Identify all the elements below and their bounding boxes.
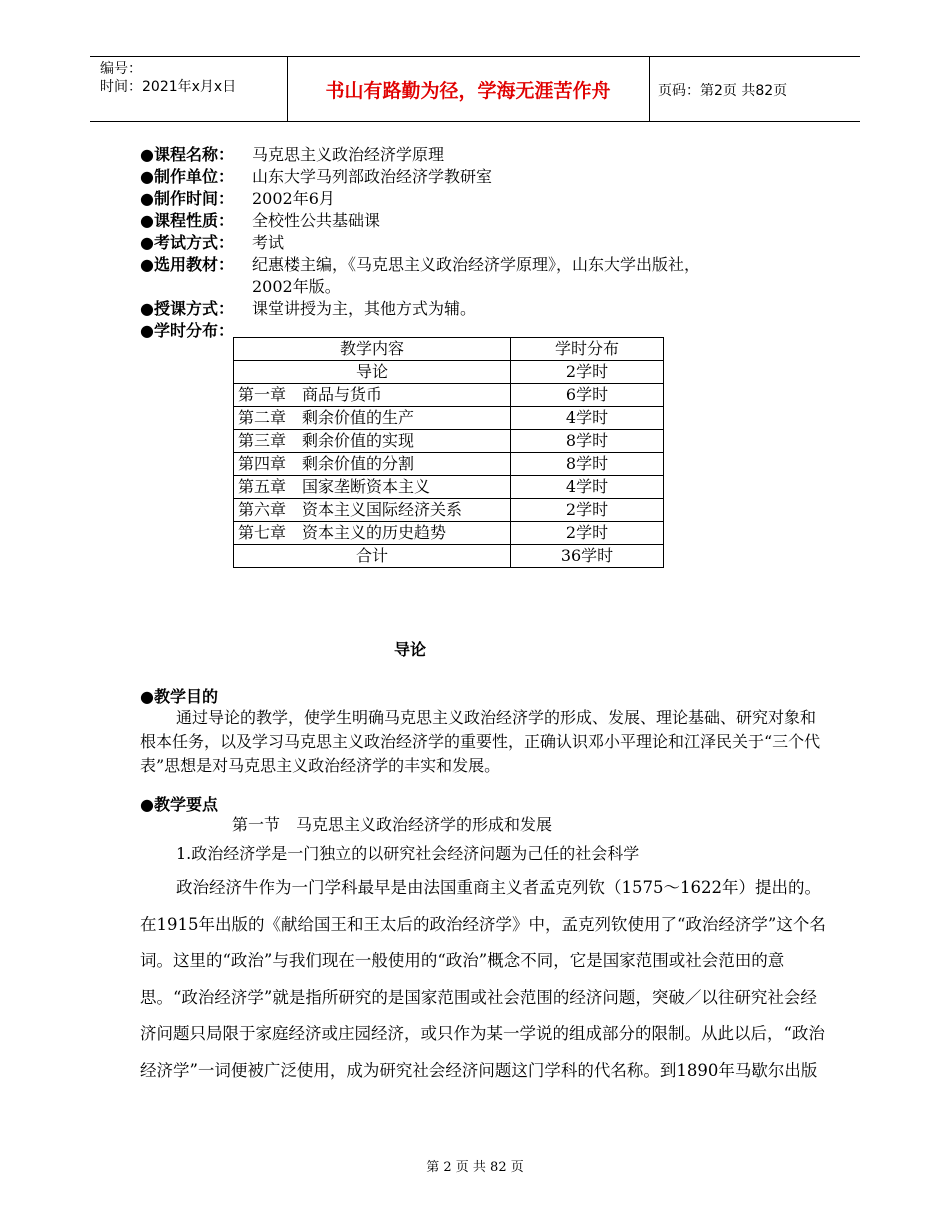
body-paragraph: 政治经济牛作为一门学科最早是由法国重商主义者孟克列钦（1575～1622年）提出的。在1915年出版的《献给国王和王太后的政治经济学》中，孟克列钦使用了“政治经济学”这个名词。这里的“政治”与我们现在一般使用的“政治”概念不同，它是国家范围或社会范田的意思。“政治经济学”就是指所研究的是国家范围或社会范围的经济问题，突破／以往研究社会经济问题只局限于家庭经济或庄园经济，或只作为某一学说的组成部分的限制。从此以后，“政治经济学”一词便被广泛使用，成为研究社会经济问题这门学科的代名称。到1890年马歇尔出版 bbox=[140, 878, 826, 1080]
info-value: 山东大学马列部政治经济学教研室 bbox=[252, 167, 493, 186]
table-cell: 第三章 剩余价值的实现 bbox=[234, 430, 511, 453]
table-row bbox=[234, 453, 664, 476]
info-value: 2002年6月 bbox=[252, 189, 335, 208]
info-key: ●考试方式： bbox=[140, 233, 234, 252]
section-heading: 第一节 马克思主义政治经济学的形成和发展 bbox=[232, 815, 553, 834]
info-value-continued: 2002年版。 bbox=[252, 277, 341, 296]
info-key: ●课程性质： bbox=[140, 211, 234, 230]
info-row bbox=[140, 232, 700, 254]
table-row bbox=[234, 522, 664, 545]
table-cell: 4学时 bbox=[511, 407, 664, 430]
table-row bbox=[234, 430, 664, 453]
info-value: 全校性公共基础课 bbox=[252, 211, 381, 230]
table-header-row bbox=[234, 338, 664, 361]
table-cell: 2学时 bbox=[511, 361, 664, 384]
table-cell: 第五章 国家垄断资本主义 bbox=[234, 476, 511, 499]
page-footer: 第 2 页 共 82 页 bbox=[426, 1160, 524, 1175]
header-divider bbox=[649, 56, 650, 122]
info-value: 纪惠楼主编，《马克思主义政治经济学原理》，山东大学出版社， bbox=[252, 255, 701, 274]
info-value: 考试 bbox=[252, 233, 285, 252]
section-title: 导论 bbox=[393, 640, 426, 659]
table-row bbox=[234, 361, 664, 384]
info-row bbox=[140, 298, 700, 320]
objective-text bbox=[140, 706, 830, 778]
table-row bbox=[234, 476, 664, 499]
table-cell: 第四章 剩余价值的分割 bbox=[234, 453, 511, 476]
table-cell: 第二章 剩余价值的生产 bbox=[234, 407, 511, 430]
table-cell: 2学时 bbox=[511, 522, 664, 545]
info-key: ●学时分布： bbox=[140, 321, 234, 340]
table-cell: 8学时 bbox=[511, 430, 664, 453]
table-row bbox=[234, 499, 664, 522]
table-header: 学时分布 bbox=[511, 338, 664, 361]
info-row bbox=[140, 188, 700, 210]
header-page-number: 页码：第2页 共82页 bbox=[658, 83, 788, 99]
objective-heading: ●教学目的 bbox=[140, 687, 218, 706]
info-row bbox=[140, 166, 700, 188]
info-row bbox=[140, 144, 700, 166]
info-row bbox=[140, 210, 700, 232]
table-header: 教学内容 bbox=[234, 338, 511, 361]
keypoints-heading: ●教学要点 bbox=[140, 795, 218, 814]
info-value: 马克思主义政治经济学原理 bbox=[252, 145, 445, 164]
info-value: 课堂讲授为主，其他方式为辅。 bbox=[252, 299, 477, 318]
info-key: ●选用教材： bbox=[140, 255, 234, 274]
table-cell: 6学时 bbox=[511, 384, 664, 407]
objective-paragraph: 通过导论的教学，使学生明确马克思主义政治经济学的形成、发展、理论基础、研究对象和根本任务，以及学习马克思主义政治经济学的重要性，正确认识邓小平理论和江泽民关于“三个代表”思想是对马克思主义政治经济学的丰实和发展。 bbox=[140, 708, 821, 775]
table-cell: 导论 bbox=[234, 361, 511, 384]
body-text bbox=[140, 870, 830, 1090]
table-row bbox=[234, 384, 664, 407]
number-label: 编号： bbox=[100, 61, 142, 77]
table-total-row bbox=[234, 545, 664, 568]
course-info bbox=[140, 144, 700, 342]
subsection-heading: 1.政治经济学是一门独立的以研究社会经济问题为己任的社会科学 bbox=[176, 844, 640, 863]
table-cell: 4学时 bbox=[511, 476, 664, 499]
info-row bbox=[140, 276, 700, 298]
info-key: ●制作时间： bbox=[140, 189, 234, 208]
table-cell: 合计 bbox=[234, 545, 511, 568]
table-row bbox=[234, 407, 664, 430]
header-motto: 书山有路勤为径，学海无涯苦作舟 bbox=[325, 79, 611, 102]
table-cell: 36学时 bbox=[511, 545, 664, 568]
time-label: 时间：2021年x月x日 bbox=[100, 79, 237, 95]
table-cell: 8学时 bbox=[511, 453, 664, 476]
table-cell: 2学时 bbox=[511, 499, 664, 522]
table-cell: 第一章 商品与货币 bbox=[234, 384, 511, 407]
hours-table bbox=[233, 337, 664, 568]
info-key: ●制作单位： bbox=[140, 167, 234, 186]
table-cell: 第七章 资本主义的历史趋势 bbox=[234, 522, 511, 545]
info-key: ●授课方式： bbox=[140, 299, 234, 318]
info-row bbox=[140, 254, 700, 276]
header-meta bbox=[100, 60, 236, 96]
table-cell: 第六章 资本主义国际经济关系 bbox=[234, 499, 511, 522]
info-key: ●课程名称： bbox=[140, 145, 234, 164]
